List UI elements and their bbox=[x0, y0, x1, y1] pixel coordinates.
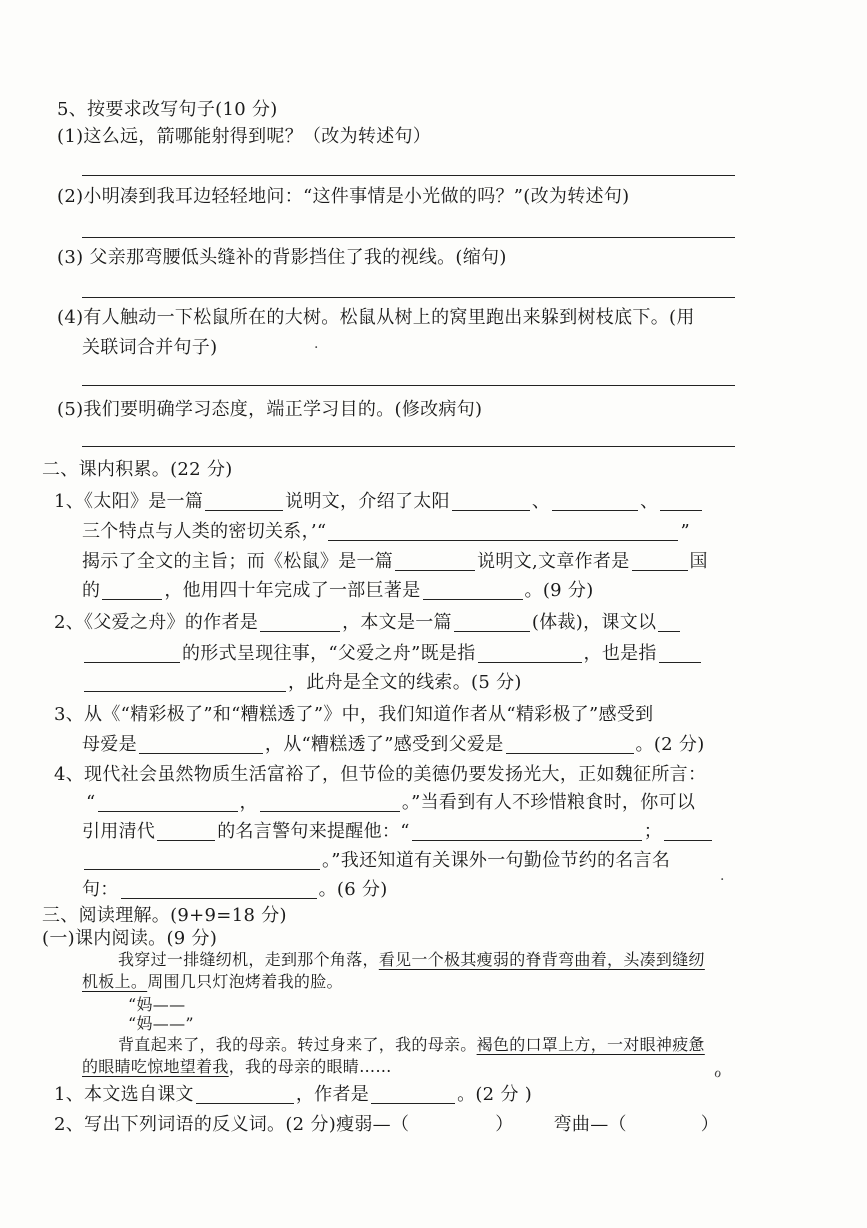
fill-blank[interactable] bbox=[139, 735, 263, 754]
fill-blank[interactable] bbox=[260, 793, 400, 812]
fill-blank[interactable] bbox=[98, 793, 238, 812]
q5-item-1: (1)这么远，箭哪能射得到呢？（改为转述句） bbox=[57, 126, 432, 147]
fill-blank[interactable] bbox=[84, 851, 320, 870]
s2-q2-line-3: ，此舟是全文的线索。(5 分) bbox=[82, 671, 522, 695]
section-3-sub: (一)课内阅读。(9 分) bbox=[42, 928, 218, 949]
fill-blank[interactable] bbox=[84, 673, 286, 692]
fill-blank[interactable] bbox=[84, 644, 180, 663]
fill-blank[interactable] bbox=[102, 581, 162, 600]
fill-blank[interactable] bbox=[328, 522, 678, 541]
fill-blank[interactable] bbox=[452, 492, 530, 511]
q5-title: 5、按要求改写句子(10 分) bbox=[57, 99, 278, 120]
fill-blank[interactable] bbox=[371, 1085, 455, 1104]
q5-item-5: (5)我们要明确学习态度，端正学习目的。(修改病句) bbox=[57, 399, 483, 420]
fill-blank[interactable] bbox=[552, 492, 638, 511]
fill-blank[interactable] bbox=[632, 552, 688, 571]
ink-speck: ℴ bbox=[714, 1062, 722, 1081]
s2-q2-line-1: 2、《父爱之舟》的作者是 ，本文是一篇 (体裁)，课文以 bbox=[54, 611, 682, 635]
answer-line bbox=[82, 237, 735, 238]
passage-line-4: 的眼睛吃惊地望着我，我的母亲的眼睛…… bbox=[82, 1057, 392, 1076]
s2-q4-line-4: 。”我还知道有关课外一句勤俭节约的名言名 bbox=[82, 849, 670, 873]
answer-line bbox=[82, 385, 735, 386]
passage-ma-2: “妈——” bbox=[128, 1014, 194, 1033]
answer-line bbox=[82, 446, 735, 447]
fill-blank[interactable] bbox=[660, 492, 702, 511]
fill-blank[interactable] bbox=[395, 552, 475, 571]
fill-blank[interactable] bbox=[205, 492, 283, 511]
s3-q1: 1、本文选自课文 ，作者是 。(2 分 ) bbox=[54, 1084, 533, 1105]
s2-q4-line-5: 句： 。(6 分) bbox=[82, 879, 388, 900]
s2-q3-line-2: 母爱是 ，从“糟糕透了”感受到父爱是 。(2 分) bbox=[82, 734, 705, 755]
s2-q4-line-2: “ ， 。”当看到有人不珍惜粮食时，你可以 bbox=[86, 792, 696, 813]
s2-q2-line-2: 的形式呈现往事，“父爱之舟”既是指 ，也是指 bbox=[82, 642, 703, 666]
passage-ma-1: “妈—— bbox=[128, 995, 186, 1014]
fill-blank[interactable] bbox=[260, 613, 340, 632]
q5-item-4: (4)有人触动一下松鼠所在的大树。松鼠从树上的窝里跑出来躲到树枝底下。(用 bbox=[57, 307, 695, 328]
fill-blank[interactable] bbox=[454, 613, 530, 632]
fill-blank[interactable] bbox=[412, 822, 642, 841]
ink-speck: · bbox=[720, 872, 725, 888]
s2-q4-line-3: 引用清代 的名言警句来提醒他：“ ； bbox=[82, 820, 714, 844]
s2-q1-line-3: 揭示了全文的主旨；而《松鼠》是一篇 说明文,文章作者是 国 bbox=[82, 551, 708, 572]
answer-line bbox=[82, 175, 735, 176]
passage-line-1: 我穿过一排缝纫机，走到那个角落，看见一个极其瘦弱的脊背弯曲着，头凑到缝纫 bbox=[118, 950, 705, 969]
fill-blank[interactable] bbox=[196, 1085, 294, 1104]
q5-item-2: (2)小明凑到我耳边轻轻地问：“这件事情是小光做的吗？”(改为转述句) bbox=[57, 186, 630, 207]
fill-blank[interactable] bbox=[478, 644, 582, 663]
fill-blank[interactable] bbox=[121, 880, 317, 899]
s2-q4-line-1: 4、现代社会虽然物质生活富裕了，但节俭的美德仍要发扬光大，正如魏征所言： bbox=[54, 764, 707, 785]
passage-line-2: 机板上。周围几只灯泡烤着我的脸。 bbox=[82, 972, 343, 991]
s2-q1-line-2: 三个特点与人类的密切关系，’“ ” bbox=[82, 521, 690, 542]
fill-blank[interactable] bbox=[423, 581, 523, 600]
s3-q2: 2、写出下列词语的反义词。(2 分)瘦弱—（ ） 弯曲—（ ） bbox=[54, 1114, 720, 1135]
section-3-title: 三、阅读理解。(9+9=18 分) bbox=[42, 905, 287, 926]
s2-q1-line-4: 的 ，他用四十年完成了一部巨著是 。(9 分) bbox=[82, 580, 594, 601]
fill-blank[interactable] bbox=[659, 644, 701, 663]
s2-q3-line-1: 3、从《“精彩极了”和“糟糕透了”》中，我们知道作者从“精彩极了”感受到 bbox=[54, 704, 654, 725]
passage-line-3: 背直起来了，我的母亲。转过身来了，我的母亲。褐色的口罩上方，一对眼神疲惫 bbox=[118, 1035, 705, 1054]
ink-speck: · bbox=[314, 340, 319, 356]
fill-blank[interactable] bbox=[658, 613, 680, 632]
q5-item-4-cont: 关联词合并句子) bbox=[82, 337, 218, 358]
q5-item-3: (3) 父亲那弯腰低头缝补的背影挡住了我的视线。(缩句) bbox=[57, 247, 507, 268]
section-2-title: 二、课内积累。(22 分) bbox=[42, 459, 233, 480]
fill-blank[interactable] bbox=[664, 822, 712, 841]
s2-q1-line-1: 1、《太阳》是一篇 说明文，介绍了太阳 、 、 bbox=[54, 490, 704, 514]
fill-blank[interactable] bbox=[506, 735, 634, 754]
answer-line bbox=[82, 297, 735, 298]
fill-blank[interactable] bbox=[157, 822, 215, 841]
